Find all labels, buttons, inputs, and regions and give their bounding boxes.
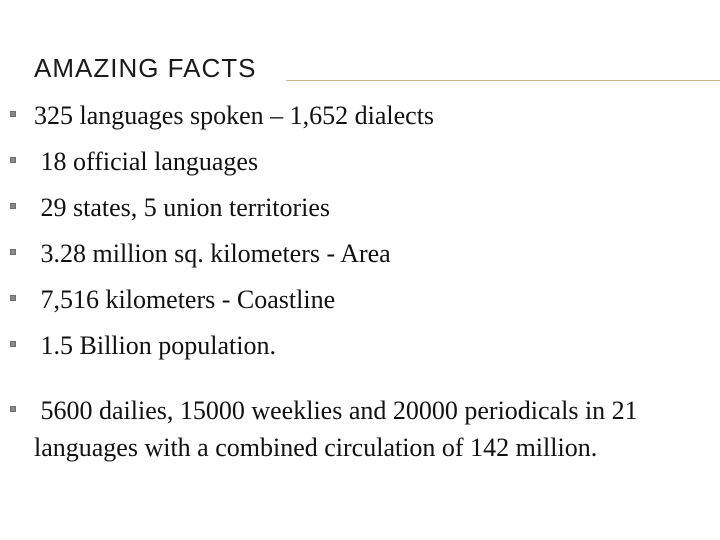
list-item-text: 1.5 Billion population. (34, 331, 276, 360)
list-item (34, 392, 714, 466)
list-item (34, 97, 714, 134)
list-item (34, 327, 714, 364)
list-item (34, 235, 714, 272)
list-item-text: 3.28 million sq. kilometers - Area (34, 239, 391, 268)
list-item (34, 189, 714, 226)
square-bullet-icon (10, 203, 16, 209)
list-item-text: 5600 dailies, 15000 weeklies and 20000 periodicals in 21 languages with a combined circulation of 142 million. (34, 396, 645, 462)
list-item-text: 7,516 kilometers - Coastline (34, 285, 336, 314)
square-bullet-icon (10, 295, 16, 301)
list-item (34, 281, 714, 318)
list-item-text: 325 languages spoken – 1,652 dialects (34, 101, 435, 130)
square-bullet-icon (10, 249, 16, 255)
square-bullet-icon (10, 406, 16, 412)
list-item-text: 18 official languages (34, 147, 259, 176)
slide-title: AMAZING FACTS (34, 53, 257, 83)
square-bullet-icon (10, 341, 16, 347)
square-bullet-icon (10, 157, 16, 163)
list-item-text: 29 states, 5 union territories (34, 193, 331, 222)
list-item (34, 143, 714, 180)
square-bullet-icon (10, 111, 16, 117)
